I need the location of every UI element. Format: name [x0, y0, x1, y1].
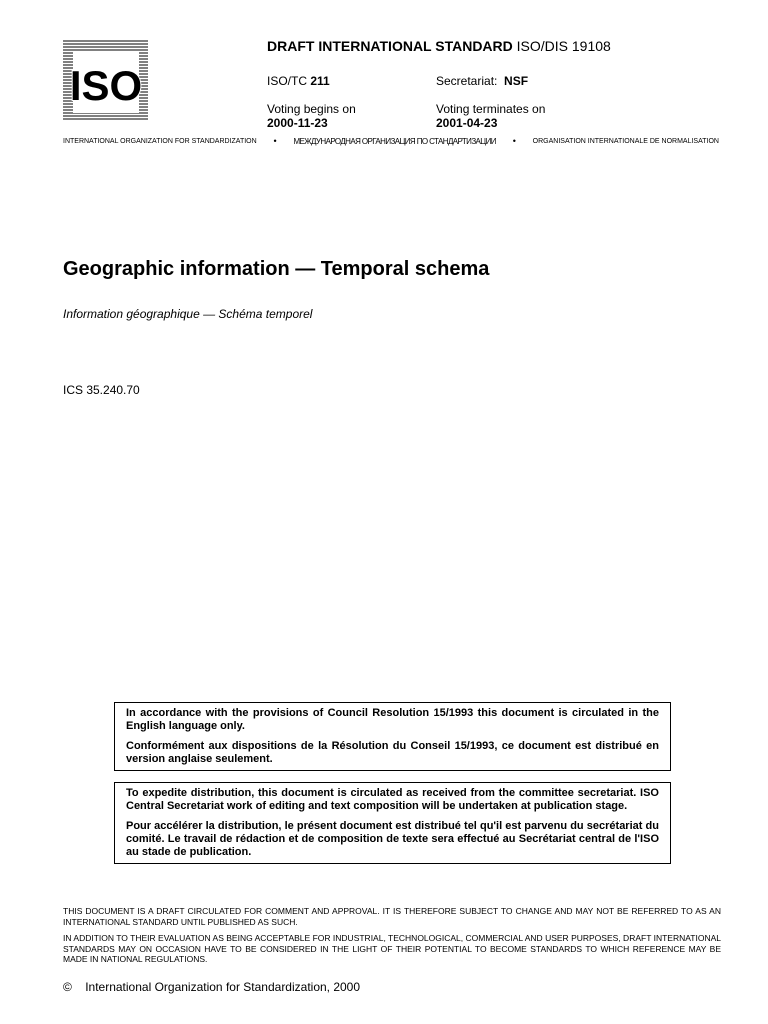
- evaluation-disclaimer: IN ADDITION TO THEIR EVALUATION AS BEING ACCEPTABLE FOR INDUSTRIAL, TECHNOLOGICAL, COMMERCIAL AND USER PURPOSES, DRAFT INTERNATIONAL STANDARDS MAY ON OCCASION HAVE TO BE CONSIDERED IN THE LIGHT OF THEIR POTENTIAL TO BECOME STANDARDS TO WHICH REFERENCE MAY BE MADE IN NATIONAL REGULATIONS.: [63, 933, 721, 964]
- language-notice-fr: Conformément aux dispositions de la Résolution du Conseil 15/1993, ce document est distribué en version anglaise seulement.: [126, 740, 659, 765]
- iso-logo-text: ISO: [69, 62, 143, 109]
- org-name-french: ORGANISATION INTERNATIONALE DE NORMALISATION: [532, 137, 719, 145]
- voting-terminates-label: Voting terminates on: [436, 102, 546, 116]
- document-title: Geographic information — Temporal schema: [63, 258, 490, 280]
- voting-terminates-date: 2001-04-23: [436, 116, 498, 130]
- secretariat-label: Secretariat:: [436, 74, 498, 88]
- voting-begins-date: 2000-11-23: [267, 116, 328, 130]
- organization-line: [63, 136, 719, 146]
- language-notice-box: [114, 702, 671, 771]
- doc-type: DRAFT INTERNATIONAL STANDARD: [267, 38, 513, 54]
- committee: [267, 74, 330, 88]
- secretariat-value: NSF: [504, 74, 529, 88]
- committee-number: 211: [310, 74, 330, 88]
- iso-logo: [63, 40, 148, 122]
- committee-label: ISO/TC: [267, 74, 308, 88]
- ics-code: ICS 35.240.70: [63, 383, 140, 397]
- copyright-text: International Organization for Standardization, 2000: [85, 980, 361, 994]
- document-subtitle: Information géographique — Schéma temporel: [63, 307, 313, 321]
- bullet-separator: •: [512, 136, 516, 146]
- voting-begins-label: Voting begins on: [267, 102, 356, 116]
- copyright-symbol: ©: [63, 980, 72, 994]
- distribution-notice-box: [114, 782, 671, 864]
- org-name-russian: МЕЖДУНАРОДНАЯ ОРГАНИЗАЦИЯ ПО СТАНДАРТИЗАЦИИ: [293, 136, 496, 146]
- secretariat: [436, 74, 528, 88]
- org-name-english: INTERNATIONAL ORGANIZATION FOR STANDARDIZATION: [63, 137, 257, 145]
- document-type-heading: [267, 38, 611, 54]
- distribution-notice-fr: Pour accélérer la distribution, le présent document est distribué tel qu'il est parvenu du secrétariat du comité. Le travail de rédaction et de composition de texte sera effectué au Secrétariat central de l'ISO au stade de publication.: [126, 820, 659, 858]
- copyright-line: [63, 980, 360, 994]
- draft-disclaimer: THIS DOCUMENT IS A DRAFT CIRCULATED FOR COMMENT AND APPROVAL. IT IS THEREFORE SUBJECT TO CHANGE AND MAY NOT BE REFERRED TO AS AN INTERNATIONAL STANDARD UNTIL PUBLISHED AS SUCH.: [63, 906, 721, 927]
- distribution-notice-en: To expedite distribution, this document is circulated as received from the committee secretariat. ISO Central Secretariat work of editing and text composition will be undertaken at publication stage.: [126, 787, 659, 812]
- bullet-separator: •: [273, 136, 277, 146]
- language-notice-en: In accordance with the provisions of Council Resolution 15/1993 this document is circulated in the English language only.: [126, 707, 659, 732]
- doc-number: ISO/DIS 19108: [516, 38, 611, 54]
